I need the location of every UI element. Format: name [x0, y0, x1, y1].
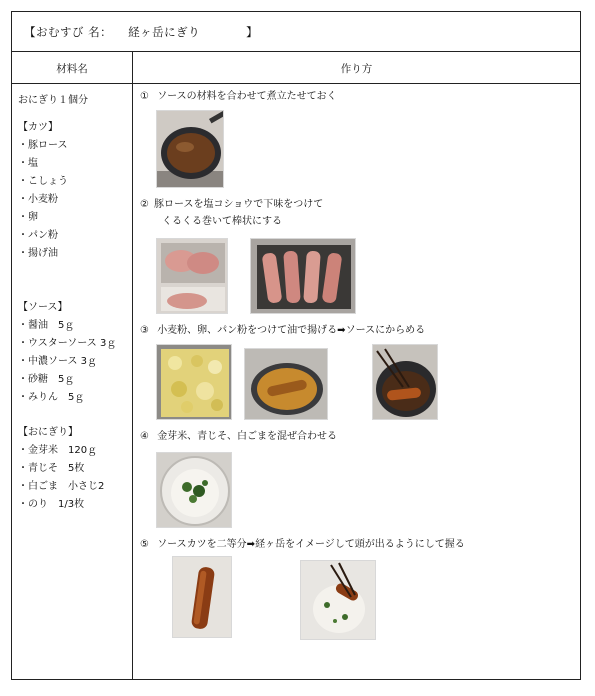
photo-frying [244, 348, 328, 420]
step-number: ⑤ [140, 539, 149, 550]
ingredient-item: ・醤油 5ｇ [18, 320, 75, 331]
step-4 [140, 428, 337, 445]
step-number: ① [140, 91, 149, 102]
step-number: ④ [140, 431, 149, 442]
ingredient-item: ・のり 1/3枚 [18, 499, 85, 510]
serving-size: おにぎり１個分 [18, 95, 88, 106]
title-row [12, 12, 580, 52]
step-1 [140, 88, 337, 105]
photo-pork-seasoned [156, 238, 228, 314]
ingredient-group-onigiri [18, 424, 130, 514]
ingredient-item: ・豚ロース [18, 140, 68, 151]
step-line: くるくる巻いて棒状にする [162, 216, 282, 227]
photo-sauce-coating [372, 344, 438, 420]
step-line: 小麦粉、卵、パン粉をつけて油で揚げる➡ソースにからめる [157, 325, 426, 336]
step-line: ソースの材料を合わせて煮立たせておく [157, 91, 337, 102]
group-heading: 【カツ】 [18, 122, 58, 133]
ingredient-item: ・塩 [18, 158, 38, 169]
ingredients-column [18, 92, 130, 514]
photo-mixed-rice [156, 452, 232, 528]
step-number: ② [140, 199, 149, 210]
step-number: ③ [140, 325, 149, 336]
ingredient-group-katsu [18, 119, 130, 263]
step-line: ソースカツを二等分➡経ヶ岳をイメージして頭が出るようにして握る [157, 539, 465, 550]
ingredient-item: ・卵 [18, 212, 38, 223]
header-materials: 材料名 [56, 63, 88, 75]
ingredient-item: ・砂糖 5ｇ [18, 374, 75, 385]
title-name: 経ヶ岳にぎり [128, 25, 201, 39]
ingredient-item: ・パン粉 [18, 230, 58, 241]
step-line: 金芽米、青じそ、白ごまを混ぜ合わせる [157, 431, 337, 442]
ingredient-item: ・青じそ 5枚 [18, 463, 85, 474]
photo-breading [156, 344, 232, 420]
title-close-bracket: 】 [246, 25, 259, 39]
column-divider [132, 52, 133, 680]
step-2 [140, 196, 323, 230]
title-label: 【おむすび 名： [24, 25, 113, 39]
ingredient-item: ・金芽米 120ｇ [18, 445, 98, 456]
ingredient-group-sauce [18, 299, 130, 407]
photo-pork-rolled [250, 238, 356, 314]
ingredient-item: ・小麦粉 [18, 194, 58, 205]
step-line: 豚ロースを塩コショウで下味をつけて [154, 199, 324, 210]
photo-cut-katsu [172, 556, 232, 638]
group-heading: 【おにぎり】 [18, 427, 78, 438]
recipe-sheet [11, 11, 581, 680]
ingredient-item: ・白ごま 小さじ2 [18, 481, 105, 492]
ingredient-item: ・ウスターソース 3ｇ [18, 338, 117, 349]
group-heading: 【ソース】 [18, 302, 68, 313]
photo-sauce-pan [156, 110, 224, 188]
ingredient-item: ・みりん 5ｇ [18, 392, 85, 403]
ingredient-item: ・揚げ油 [18, 248, 58, 259]
photo-shaping-onigiri [300, 560, 376, 640]
step-5 [140, 536, 465, 553]
ingredient-item: ・こしょう [18, 176, 68, 187]
ingredient-item: ・中濃ソース 3ｇ [18, 356, 98, 367]
header-method: 作り方 [340, 63, 373, 75]
header-row [12, 52, 580, 84]
recipe-title [24, 24, 258, 40]
step-3 [140, 322, 425, 339]
